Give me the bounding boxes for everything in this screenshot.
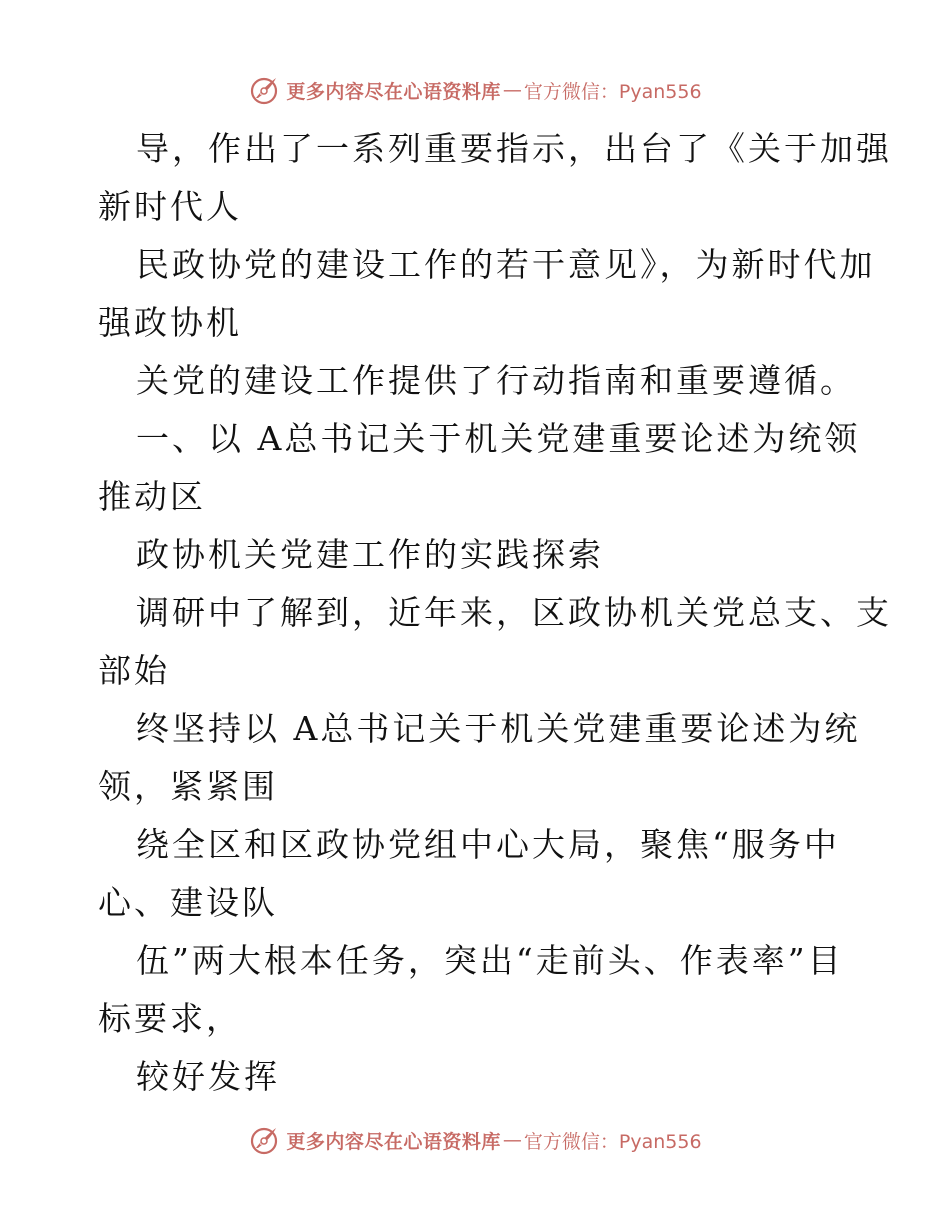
banner-title: 更多内容尽在心语资料库	[286, 1130, 501, 1153]
text-line: 调研中了解到，近年来，区政协机关党总支、支	[136, 593, 892, 632]
text-line: 新时代人	[98, 187, 242, 226]
banner-wechat-id: 官方微信：Pyan556	[523, 1130, 702, 1153]
feather-pen-logo-icon	[248, 74, 280, 106]
text-line: 较好发挥	[136, 1057, 280, 1096]
document-body	[98, 120, 892, 1106]
footer-watermark-banner	[0, 1120, 950, 1160]
banner-title: 更多内容尽在心语资料库	[286, 80, 501, 103]
text-line: 终坚持以 A总书记关于机关党建重要论述为统	[136, 709, 861, 748]
text-line: 领，紧紧围	[98, 767, 278, 806]
text-line: 导，作出了一系列重要指示，出台了《关于加强	[136, 129, 892, 168]
section-heading-line: 一、以 A总书记关于机关党建重要论述为统领	[136, 419, 861, 458]
section-heading-line: 政协机关党建工作的实践探索	[136, 535, 604, 574]
text-line: 标要求，	[98, 999, 242, 1038]
banner-separator: —	[502, 79, 522, 101]
text-line: 强政协机	[98, 303, 242, 342]
section-heading-line: 推动区	[98, 477, 206, 516]
text-line: 伍”两大根本任务，突出“走前头、作表率”目	[136, 941, 844, 980]
text-line: 关党的建设工作提供了行动指南和重要遵循。	[136, 361, 856, 400]
feather-pen-logo-icon	[248, 1124, 280, 1156]
text-line: 心、建设队	[98, 883, 278, 922]
banner-separator: —	[502, 1129, 522, 1151]
text-line: 民政协党的建设工作的若干意见》，为新时代加	[136, 245, 876, 284]
text-line: 绕全区和区政协党组中心大局，聚焦“服务中	[136, 825, 840, 864]
text-line: 部始	[98, 651, 170, 690]
header-watermark-banner	[0, 70, 950, 110]
banner-wechat-id: 官方微信：Pyan556	[523, 80, 702, 103]
